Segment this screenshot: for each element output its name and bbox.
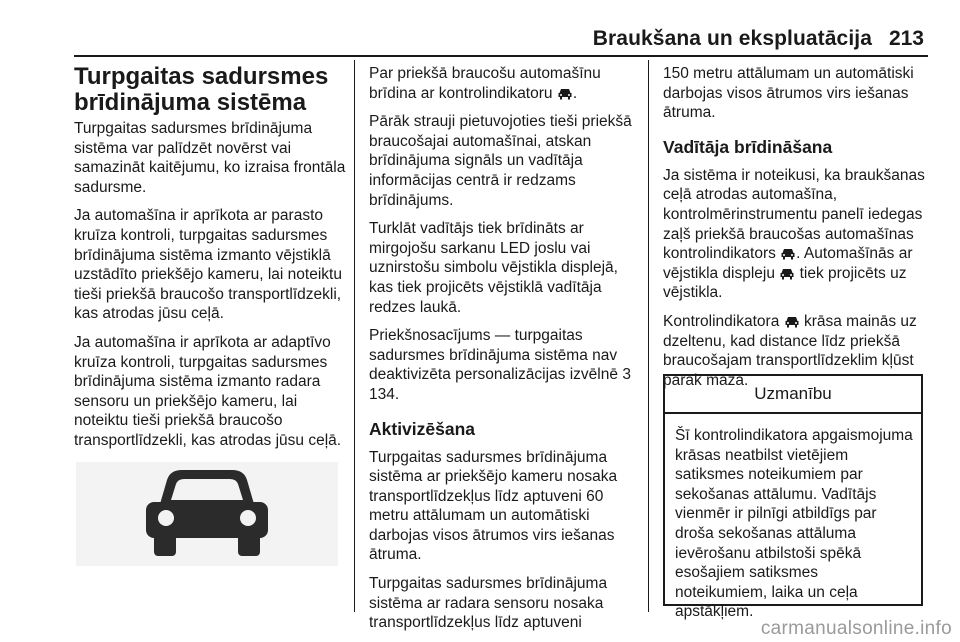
paragraph: Turpgaitas sadursmes brīdinājuma sistēma ar radara sensoru nosaka transportlīdzekļus līdz aptuveni [369, 575, 608, 632]
vehicle-ahead-indicator-icon [785, 316, 799, 328]
column-right [663, 64, 931, 399]
paragraph [369, 64, 635, 103]
page-reference-link[interactable]: 3 134. [369, 366, 631, 403]
paragraph: Turpgaitas sadursmes brīdinājuma sistēma ar priekšējo kameru nosaka transportlīdzekļus līdz aptuveni 60 metru attālumam un automātiski darbojas visos ātrumos virs iešanas ātruma. [369, 448, 618, 564]
column-divider [648, 60, 649, 612]
text: Priekšnosacījums — turpgaitas sadursmes brīdinājuma sistēma nav deaktivizēta personalizācijas izvēlnē [369, 327, 618, 384]
paragraph [663, 166, 931, 303]
vehicle-ahead-icon [76, 462, 338, 566]
paragraph: Turpgaitas sadursmes brīdinājuma sistēma var palīdzēt novērst vai samazināt kaitējumu, ko izraisa frontāla sadursme. [74, 120, 346, 196]
warning-box [663, 374, 923, 621]
page-header [0, 0, 960, 58]
figure-vehicle-ahead [76, 462, 338, 566]
vehicle-ahead-indicator-icon [780, 268, 794, 280]
column-middle [369, 64, 635, 642]
warning-title: Uzmanību [665, 376, 921, 414]
text: tiek projicēts uz vējstikla. [663, 264, 907, 302]
page-number: 213 [888, 27, 924, 50]
text: krāsa mainās uz dzeltenu, kad distance līdz priekšā braucošajam transportlīdzeklim kļūst pārāk maza. [663, 312, 917, 389]
text: . Automašīnās ar vējstikla displeju [663, 245, 913, 282]
paragraph: Ja automašīna ir aprīkota ar adaptīvo kruīza kontroli, turpgaitas sadursmes brīdinājuma sistēma izmanto radara sensoru un priekšējo kameru, lai noteiktu tieši priekšā braucošo transportlīdzekli, kas atrodas jūsu ceļā. [74, 333, 342, 449]
header-rule [74, 55, 928, 57]
text: Par priekšā braucošu automašīnu brīdina ar kontrolindikatoru [369, 65, 601, 102]
vehicle-ahead-indicator-icon [558, 88, 572, 100]
text: . [572, 84, 578, 102]
section-heading: Turpgaitas sadursmes brīdinājuma sistēma [74, 63, 329, 116]
subheading: Vadītāja brīdināšana [663, 136, 833, 157]
text: Ja sistēma ir noteikusi, ka braukšanas ceļā atrodas automašīna, kontrolmērinstrumentu panelī iedegas zaļš priekšā braucošas automašīnas kontrolindikators [663, 166, 925, 263]
chapter-title: Braukšana un ekspluatācija [592, 27, 872, 50]
paragraph [369, 326, 635, 404]
paragraph: Turklāt vadītājs tiek brīdināts ar mirgojošu sarkanu LED joslu vai uznirstošu simbolu vējstikla displejā, kas tiek projicēts vējstiklā vadītāja redzes laukā. [369, 220, 618, 316]
vehicle-ahead-indicator-icon [781, 248, 795, 260]
paragraph: 150 metru attālumam un automātiski darbojas visos ātrumos virs iešanas ātruma. [663, 65, 914, 122]
paragraph: Pārāk strauji pietuvojoties tieši priekšā braucošajai automašīnai, atskan brīdinājuma signāls un vadītāja informācijas centrā ir redzams brīdinājums. [369, 113, 632, 209]
paragraph: Ja automašīna ir aprīkota ar parasto kruīza kontroli, turpgaitas sadursmes brīdinājuma sistēma izmanto vējstiklā uzstādīto priekšējo kameru, lai noteiktu tieši priekšā braucošo transportlīdzekli, kas atrodas jūsu ceļā. [74, 207, 342, 323]
column-left [74, 64, 346, 460]
column-divider [354, 60, 355, 612]
warning-body: Šī kontrolindikatora apgaismojuma krāsas neatbilst vietējiem satiksmes noteikumiem par sekošanas attālumu. Vadītājs vienmēr ir pilnīgi atbildīgs par droša sekošanas attāluma ievērošanu atbilstoši spēkā esošajiem satiksmes noteikumiem, laika un ceļa apstākļiem. [675, 427, 913, 621]
text: Kontrolindikatora [663, 312, 780, 330]
watermark: carmanualsonline.info [760, 618, 952, 639]
subheading: Aktivizēšana [369, 418, 476, 439]
